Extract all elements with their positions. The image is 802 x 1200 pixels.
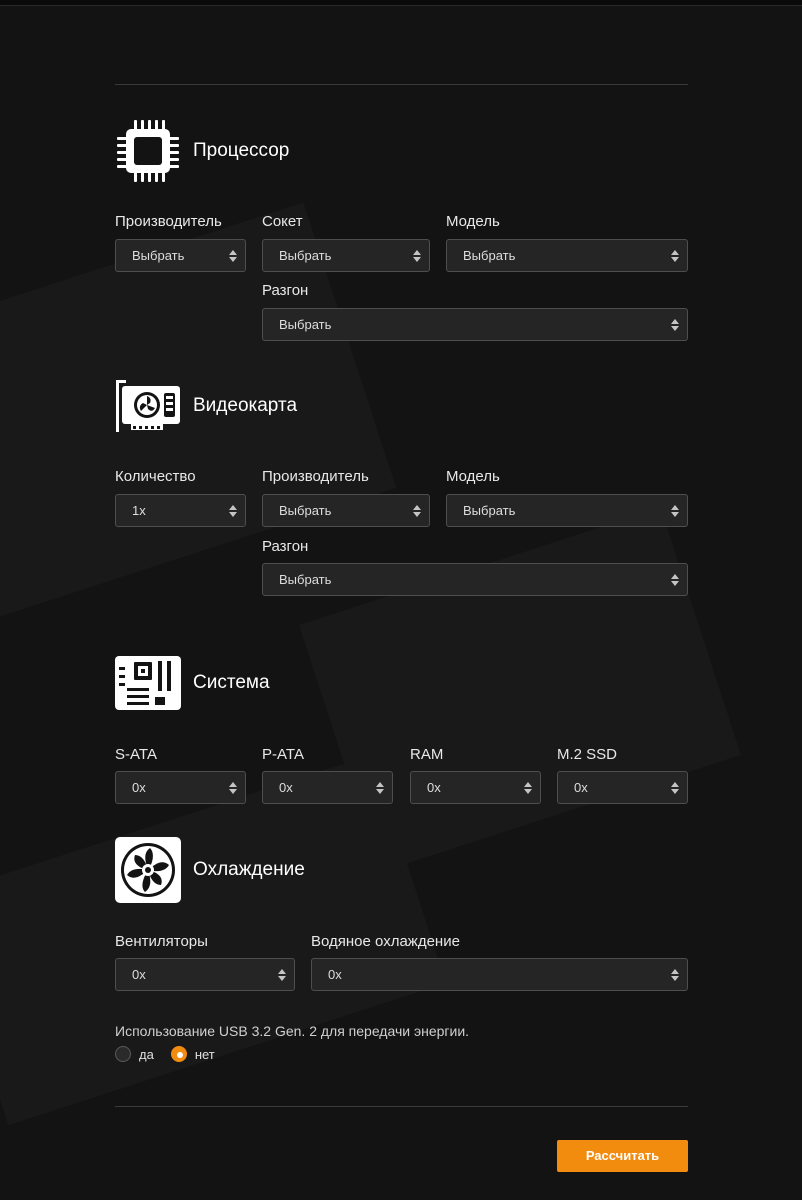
gpu-model-label: Модель (446, 468, 500, 485)
gpu-section-title: Видеокарта (193, 395, 298, 416)
select-value: 0x (328, 967, 342, 982)
usb-no-label[interactable]: нет (194, 1046, 215, 1062)
graphics-card-icon (115, 378, 181, 434)
select-arrows-icon (671, 319, 679, 331)
select-value: 0x (574, 780, 588, 795)
select-arrows-icon (229, 505, 237, 517)
fan-icon (115, 837, 181, 903)
pata-label: P-ATA (262, 746, 304, 763)
top-bar (0, 0, 802, 6)
select-value: Выбрать (279, 317, 332, 332)
gpu-count-select[interactable] (115, 494, 246, 527)
gpu-overclock-select[interactable] (262, 563, 688, 596)
select-value: 0x (427, 780, 441, 795)
calculate-button[interactable]: Рассчитать (557, 1140, 688, 1172)
m2-ssd-label: M.2 SSD (557, 746, 618, 763)
usb-power-radio-group (115, 1046, 232, 1062)
fans-select[interactable] (115, 958, 295, 991)
cpu-model-label: Модель (446, 213, 500, 230)
ram-label: RAM (410, 746, 444, 763)
select-arrows-icon (671, 969, 679, 981)
select-arrows-icon (671, 250, 679, 262)
select-value: 0x (132, 780, 146, 795)
select-arrows-icon (278, 969, 286, 981)
sata-select[interactable] (115, 771, 246, 804)
cpu-manufacturer-label: Производитель (115, 213, 222, 230)
ram-select[interactable] (410, 771, 541, 804)
select-arrows-icon (671, 505, 679, 517)
select-value: Выбрать (279, 503, 332, 518)
select-arrows-icon (413, 250, 421, 262)
system-section-header (115, 655, 270, 711)
fans-label: Вентиляторы (115, 933, 208, 950)
select-value: Выбрать (463, 503, 516, 518)
gpu-overclock-label: Разгон (262, 538, 309, 555)
cooling-section-header (115, 837, 305, 903)
gpu-manufacturer-select[interactable] (262, 494, 430, 527)
sata-label: S-ATA (115, 746, 157, 763)
select-arrows-icon (671, 574, 679, 586)
cpu-manufacturer-select[interactable] (115, 239, 246, 272)
divider (115, 84, 688, 85)
select-arrows-icon (524, 782, 532, 794)
motherboard-icon (115, 655, 181, 711)
divider (115, 1106, 688, 1107)
select-value: Выбрать (279, 572, 332, 587)
usb-yes-radio[interactable] (115, 1046, 131, 1062)
select-arrows-icon (413, 505, 421, 517)
water-cooling-label: Водяное охлаждение (311, 933, 460, 950)
select-value: Выбрать (279, 248, 332, 263)
system-section-title: Система (193, 672, 270, 693)
cpu-icon (115, 118, 181, 184)
gpu-section-header (115, 378, 297, 434)
cpu-socket-select[interactable] (262, 239, 430, 272)
select-value: Выбрать (132, 248, 185, 263)
cpu-model-select[interactable] (446, 239, 688, 272)
select-value: Выбрать (463, 248, 516, 263)
cpu-overclock-label: Разгон (262, 282, 309, 299)
cooling-section-title: Охлаждение (193, 859, 305, 880)
gpu-count-label: Количество (115, 468, 196, 485)
gpu-model-select[interactable] (446, 494, 688, 527)
select-arrows-icon (229, 250, 237, 262)
cpu-overclock-select[interactable] (262, 308, 688, 341)
usb-yes-label[interactable]: да (139, 1046, 154, 1062)
pata-select[interactable] (262, 771, 393, 804)
select-value: 0x (279, 780, 293, 795)
usb-power-question: Использование USB 3.2 Gen. 2 для передачи энергии. (115, 1023, 470, 1039)
cpu-section-header (115, 118, 289, 184)
m2-ssd-select[interactable] (557, 771, 688, 804)
select-value: 1x (132, 503, 146, 518)
cpu-socket-label: Сокет (262, 213, 303, 230)
select-arrows-icon (376, 782, 384, 794)
select-arrows-icon (671, 782, 679, 794)
select-arrows-icon (229, 782, 237, 794)
select-value: 0x (132, 967, 146, 982)
water-cooling-select[interactable] (311, 958, 688, 991)
cpu-section-title: Процессор (193, 140, 290, 161)
gpu-manufacturer-label: Производитель (262, 468, 369, 485)
usb-no-radio[interactable] (171, 1046, 187, 1062)
